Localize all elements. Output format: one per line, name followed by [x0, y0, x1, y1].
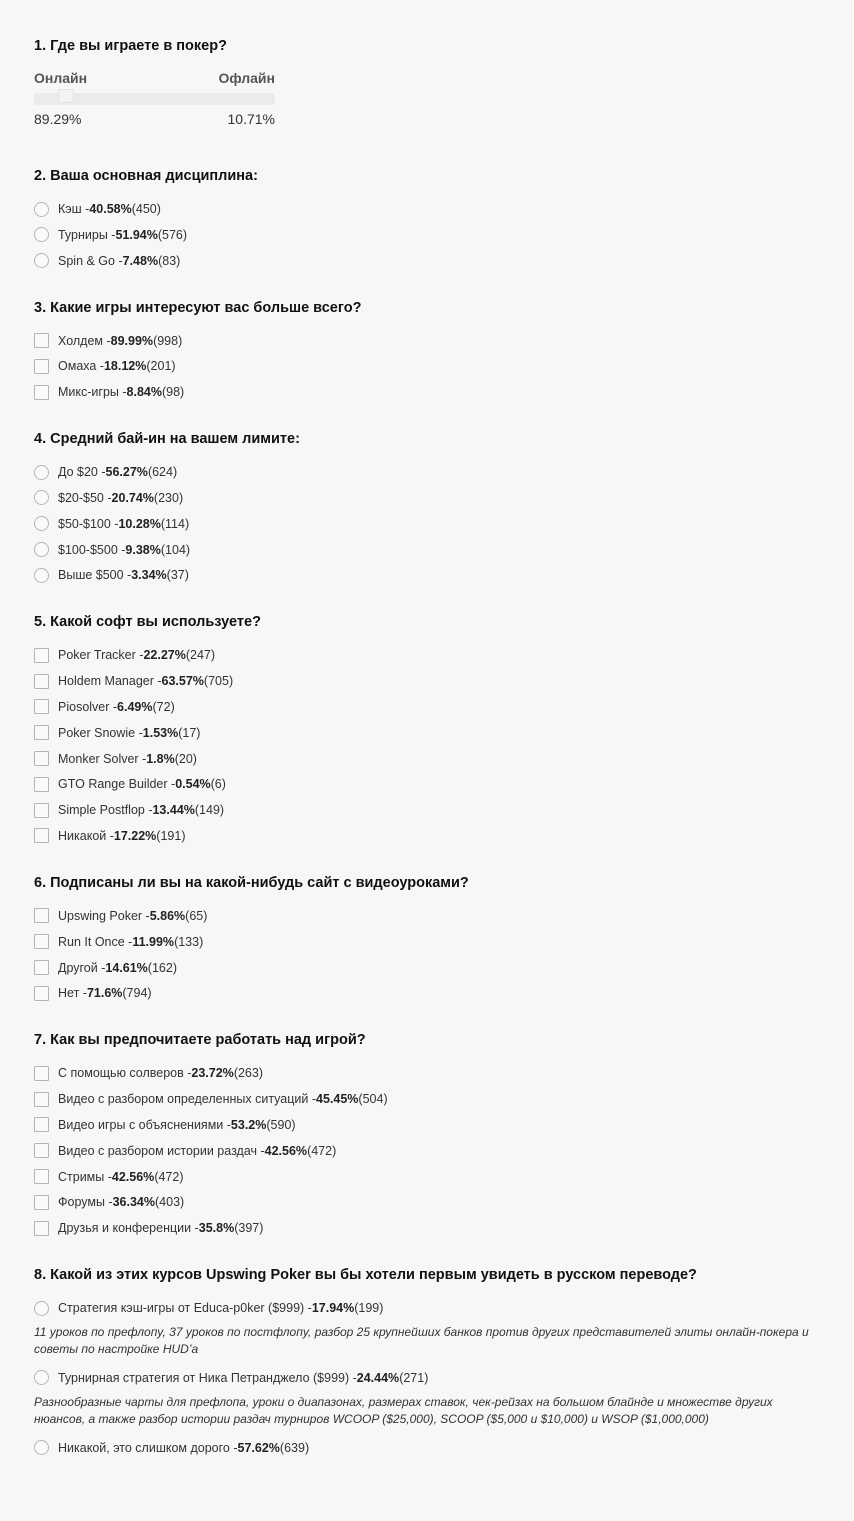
checkbox[interactable]: [34, 1066, 49, 1081]
option-omaha[interactable]: [34, 358, 820, 374]
option-label: Никакой, это слишком дорого -: [58, 1440, 238, 1455]
option-label: Видео игры с объяснениями -: [58, 1117, 231, 1132]
option-count: (114): [160, 516, 190, 531]
checkbox[interactable]: [34, 934, 49, 949]
checkbox[interactable]: [34, 359, 49, 374]
question-8-options: [34, 1300, 820, 1456]
option-percent: 1.8%: [146, 751, 175, 766]
option-percent: 5.86%: [149, 908, 186, 923]
checkbox[interactable]: [34, 1195, 49, 1210]
checkbox[interactable]: [34, 1169, 49, 1184]
option-label: Выше $500 -: [58, 568, 132, 583]
question-4: [34, 430, 820, 583]
option-count: (133): [174, 934, 204, 949]
checkbox[interactable]: [34, 803, 49, 818]
option-percent: 24.44%: [356, 1370, 400, 1385]
slider-left-value: 89.29%: [34, 111, 82, 127]
checkbox[interactable]: [34, 385, 49, 400]
option-label: Видео с разбором определенных ситуаций -: [58, 1092, 317, 1107]
checkbox[interactable]: [34, 1117, 49, 1132]
option-count: (403): [155, 1195, 185, 1210]
option-mixed-games[interactable]: [34, 384, 820, 400]
option-percent: 89.99%: [110, 333, 154, 348]
option-solvers[interactable]: [34, 1065, 820, 1081]
option-label: Holdem Manager -: [58, 674, 162, 689]
option-percent: 9.38%: [125, 542, 161, 557]
option-count: (576): [157, 227, 188, 242]
option-spin-and-go[interactable]: [34, 253, 820, 269]
question-6-title: 6. Подписаны ли вы на какой-нибудь сайт с видеоуроками?: [34, 874, 469, 891]
checkbox[interactable]: [34, 674, 49, 689]
option-percent: 57.62%: [237, 1440, 280, 1455]
question-8-title: 8. Какой из этих курсов Upswing Poker вы бы хотели первым увидеть в русском переводе?: [34, 1267, 697, 1284]
option-gto-range-builder[interactable]: [34, 776, 820, 792]
option-percent: 42.56%: [264, 1143, 308, 1158]
slider-values: [34, 111, 275, 127]
question-5-title: 5. Какой софт вы используете?: [34, 614, 261, 631]
option-situation-videos[interactable]: [34, 1091, 820, 1107]
option-poker-snowie[interactable]: [34, 725, 820, 741]
option-cash-course[interactable]: [34, 1300, 820, 1316]
radio-button[interactable]: [34, 490, 49, 505]
slider-left-label: Онлайн: [34, 70, 88, 86]
option-count: (199): [354, 1301, 384, 1316]
option-count: (17): [178, 725, 201, 740]
checkbox[interactable]: [34, 960, 49, 975]
option-friends-conferences[interactable]: [34, 1220, 820, 1236]
option-forums[interactable]: [34, 1194, 820, 1210]
checkbox[interactable]: [34, 1092, 49, 1107]
option-count: (794): [122, 986, 152, 1001]
slider-right-label: Офлайн: [218, 70, 275, 86]
option-percent: 45.45%: [316, 1092, 359, 1107]
question-7-title: 7. Как вы предпочитаете работать над игрой?: [34, 1032, 366, 1049]
option-label: Турнирная стратегия от Ника Петранджело ($999) -: [58, 1370, 357, 1385]
checkbox[interactable]: [34, 777, 49, 792]
option-count: (72): [152, 699, 175, 714]
option-count: (149): [194, 803, 225, 818]
radio-button[interactable]: [34, 568, 49, 583]
option-percent: 40.58%: [89, 202, 132, 216]
option-count: (639): [279, 1440, 310, 1455]
option-label: Форумы -: [58, 1195, 113, 1210]
slider-labels: [34, 70, 275, 86]
option-count: (450): [131, 202, 161, 216]
option-label: Стратегия кэш-игры от Educa-p0ker ($999) -: [58, 1301, 312, 1316]
question-6-options: [34, 908, 820, 1001]
option-label: Upswing Poker -: [58, 908, 150, 923]
option-label: Другой -: [58, 960, 106, 975]
question-5-options: [34, 647, 820, 844]
option-tournament-course[interactable]: [34, 1370, 820, 1386]
checkbox[interactable]: [34, 699, 49, 714]
option-label: Poker Tracker -: [58, 648, 144, 663]
option-tournaments[interactable]: [34, 227, 820, 243]
checkbox[interactable]: [34, 1221, 49, 1236]
option-percent: 7.48%: [122, 253, 159, 268]
option-percent: 6.49%: [117, 699, 153, 714]
option-cash[interactable]: [34, 201, 820, 217]
option-count: (263): [233, 1066, 263, 1081]
option-count: (472): [154, 1169, 184, 1184]
option-label: Друзья и конференции -: [58, 1221, 199, 1236]
option-percent: 23.72%: [191, 1066, 234, 1081]
option-streams[interactable]: [34, 1169, 820, 1185]
option-percent: 56.27%: [105, 465, 148, 480]
option-count: (6): [210, 777, 226, 792]
option-other-site[interactable]: [34, 960, 820, 976]
radio-button[interactable]: [34, 542, 49, 557]
option-label: Run It Once -: [58, 934, 133, 949]
option-percent: 13.44%: [152, 803, 195, 818]
option-count: (230): [153, 490, 184, 505]
option-buyin-over-500[interactable]: [34, 567, 820, 583]
option-hand-history-videos[interactable]: [34, 1143, 820, 1159]
checkbox[interactable]: [34, 908, 49, 923]
question-1: [34, 37, 820, 127]
option-percent: 63.57%: [161, 674, 204, 689]
option-label: Нет -: [58, 986, 87, 1001]
question-8: [34, 1266, 820, 1456]
option-percent: 42.56%: [111, 1169, 155, 1184]
question-1-title: 1. Где вы играете в покер?: [34, 38, 227, 54]
option-count: (191): [156, 828, 186, 843]
option-piosolver[interactable]: [34, 699, 820, 715]
option-holdem[interactable]: [34, 333, 820, 349]
option-label: Monker Solver -: [58, 751, 147, 766]
option-percent: 14.61%: [105, 960, 148, 975]
option-monker-solver[interactable]: [34, 751, 820, 767]
option-percent: 71.6%: [86, 986, 123, 1001]
option-run-it-once[interactable]: [34, 934, 820, 950]
option-description: Разнообразные чарты для префлопа, уроки о диапазонах, размерах ставок, чек-рейзах на большом блайнде и множестве других нюансов, а также разбор истории раздач турниров WCOOP ($25,000), SCOOP ($5,000 и $10,000) и WSOP ($1,000,000): [34, 1394, 773, 1426]
option-buyin-50-100[interactable]: [34, 516, 820, 532]
option-upswing-poker[interactable]: [34, 908, 820, 924]
slider-thumb[interactable]: [58, 89, 74, 103]
checkbox[interactable]: [34, 828, 49, 843]
option-percent: 11.99%: [132, 934, 175, 949]
option-label: GTO Range Builder -: [58, 777, 176, 792]
option-count: (201): [146, 359, 176, 374]
radio-button[interactable]: [34, 1301, 49, 1316]
option-label: Видео с разбором истории раздач -: [58, 1143, 265, 1158]
option-percent: 1.53%: [142, 725, 179, 740]
option-percent: 10.28%: [118, 516, 161, 531]
option-percent: 0.54%: [175, 777, 211, 792]
option-label: С помощью солверов -: [58, 1066, 192, 1081]
option-count: (83): [158, 253, 181, 268]
option-count: (37): [166, 568, 189, 583]
option-label: Стримы -: [58, 1169, 112, 1184]
radio-button[interactable]: [34, 1370, 49, 1385]
option-count: (472): [307, 1143, 337, 1158]
option-count: (590): [266, 1117, 296, 1132]
radio-button[interactable]: [34, 516, 49, 531]
option-percent: 36.34%: [112, 1195, 155, 1210]
question-3-options: [34, 333, 820, 401]
radio-button[interactable]: [34, 465, 49, 480]
option-too-expensive[interactable]: [34, 1440, 820, 1456]
option-percent: 18.12%: [103, 359, 147, 374]
radio-button[interactable]: [34, 227, 49, 242]
option-label: $20-$50 -: [58, 490, 112, 505]
option-holdem-manager[interactable]: [34, 673, 820, 689]
option-label: Simple Postflop -: [58, 803, 153, 818]
slider-right-value: 10.71%: [227, 111, 275, 127]
question-6: [34, 874, 820, 1001]
question-4-title: 4. Средний бай-ин на вашем лимите:: [34, 431, 300, 448]
option-buyin-under-20[interactable]: [34, 464, 820, 480]
option-label: До $20 -: [58, 465, 106, 480]
radio-button[interactable]: [34, 253, 49, 268]
checkbox[interactable]: [34, 725, 49, 740]
option-buyin-100-500[interactable]: [34, 542, 820, 558]
option-percent: 53.2%: [230, 1117, 267, 1132]
option-no-subscription[interactable]: [34, 985, 820, 1001]
option-poker-tracker[interactable]: [34, 647, 820, 663]
option-count: (65): [185, 908, 208, 923]
option-percent: 17.22%: [113, 828, 157, 843]
checkbox[interactable]: [34, 751, 49, 766]
option-count: (271): [399, 1370, 429, 1385]
option-percent: 17.94%: [311, 1301, 355, 1316]
option-simple-postflop[interactable]: [34, 802, 820, 818]
checkbox[interactable]: [34, 648, 49, 663]
option-count: (104): [160, 542, 191, 557]
slider-track[interactable]: [34, 93, 275, 105]
option-label: Spin & Go -: [58, 253, 123, 268]
option-play-videos[interactable]: [34, 1117, 820, 1133]
question-2-options: [34, 201, 820, 269]
option-count: (162): [147, 960, 177, 975]
option-label: Никакой -: [58, 828, 114, 843]
option-count: (20): [174, 751, 197, 766]
question-5: [34, 613, 820, 844]
option-label: Piosolver -: [58, 699, 118, 714]
option-description: 11 уроков по префлопу, 37 уроков по постфлопу, разбор 25 крупнейших банков против других представителей элиты онлайн-покера и советы по настройке HUD’a: [34, 1324, 809, 1356]
option-label: Poker Snowie -: [58, 725, 143, 740]
option-percent: 3.34%: [131, 568, 167, 583]
option-buyin-20-50[interactable]: [34, 490, 820, 506]
option-label: Холдем -: [58, 333, 111, 348]
option-count: (98): [161, 385, 185, 400]
option-percent: 20.74%: [111, 490, 154, 505]
question-3: [34, 299, 820, 401]
option-percent: 8.84%: [126, 385, 162, 400]
checkbox[interactable]: [34, 986, 49, 1001]
question-7-options: [34, 1065, 820, 1236]
option-label: Омаха -: [58, 359, 104, 374]
option-label: Микс-игры -: [58, 385, 127, 400]
option-count: (397): [234, 1221, 264, 1236]
option-label: Турниры -: [58, 227, 116, 242]
checkbox[interactable]: [34, 1143, 49, 1158]
option-none-software[interactable]: [34, 828, 820, 844]
option-label: Кэш -: [58, 202, 90, 216]
option-label: $50-$100 -: [58, 516, 119, 531]
option-percent: 51.94%: [115, 227, 158, 242]
option-count: (998): [153, 333, 183, 348]
option-label: $100-$500 -: [58, 542, 126, 557]
question-7: [34, 1031, 820, 1236]
radio-button[interactable]: [34, 1440, 49, 1455]
question-2: [34, 167, 820, 269]
checkbox[interactable]: [34, 333, 49, 348]
option-count: (705): [203, 674, 234, 689]
question-3-title: 3. Какие игры интересуют вас больше всего?: [34, 299, 362, 316]
option-count: (504): [358, 1092, 388, 1107]
option-count: (624): [147, 465, 178, 480]
option-percent: 35.8%: [198, 1221, 235, 1236]
question-2-title: 2. Ваша основная дисциплина:: [34, 168, 258, 184]
question-4-options: [34, 464, 820, 583]
option-percent: 22.27%: [143, 648, 186, 663]
option-count: (247): [185, 648, 216, 663]
radio-button[interactable]: [34, 202, 49, 217]
